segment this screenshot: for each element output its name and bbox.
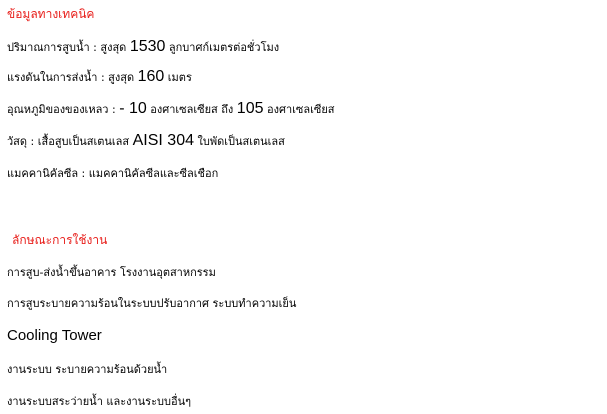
pressure-label: แรงดันในการส่งน้ำ : สูงสุด (7, 71, 135, 84)
usage-item: การสูบ-ส่งน้ำขึ้นอาคาร โรงงานอุตสาหกรรม (7, 266, 216, 279)
usage-item: การสูบระบายความร้อนในระบบปรับอากาศ ระบบทำความเย็น (7, 297, 297, 310)
material-row (7, 133, 285, 150)
mechanical-seal-text: แมคคานิคัลซีล : แมคคานิคัลซีลและซีลเชือก (7, 167, 219, 180)
flow-rate-row (7, 39, 279, 56)
flow-rate-value: 1530 (129, 38, 166, 55)
material-rest: ใบพัดเป็นสเตนเลส (197, 135, 285, 148)
usage-item: งานระบบ ระบายความร้อนด้วยน้ำ (7, 363, 168, 376)
material-grade: AISI 304 (132, 132, 194, 149)
pressure-row (7, 69, 192, 86)
pressure-value: 160 (137, 68, 165, 85)
temperature-max-value: 105 (236, 100, 264, 117)
mechanical-seal-row (7, 166, 218, 182)
flow-rate-label: ปริมาณการสูบน้ำ : สูงสุด (7, 41, 127, 54)
pressure-unit: เมตร (167, 71, 192, 84)
technical-specs-heading: ข้อมูลทางเทคนิค (7, 7, 95, 21)
material-label: วัสดุ : เสื้อสูบเป็นสเตนเลส (7, 135, 130, 148)
usage-heading: ลักษณะการใช้งาน (12, 233, 108, 247)
usage-item-cooling-tower: Cooling Tower (7, 327, 102, 344)
temperature-min-value: - 10 (119, 100, 147, 117)
temperature-max-unit: องศาเซลเซียส (267, 103, 335, 116)
flow-rate-unit: ลูกบาศก์เมตรต่อชั่วโมง (168, 41, 280, 54)
usage-item: งานระบบสระว่ายน้ำ และงานระบบอื่นๆ (7, 395, 191, 408)
temperature-label: อุณหภูมิของของเหลว : (7, 103, 116, 116)
temperature-min-unit: องศาเซลเซียส ถึง (150, 103, 234, 116)
temperature-row (7, 101, 335, 118)
